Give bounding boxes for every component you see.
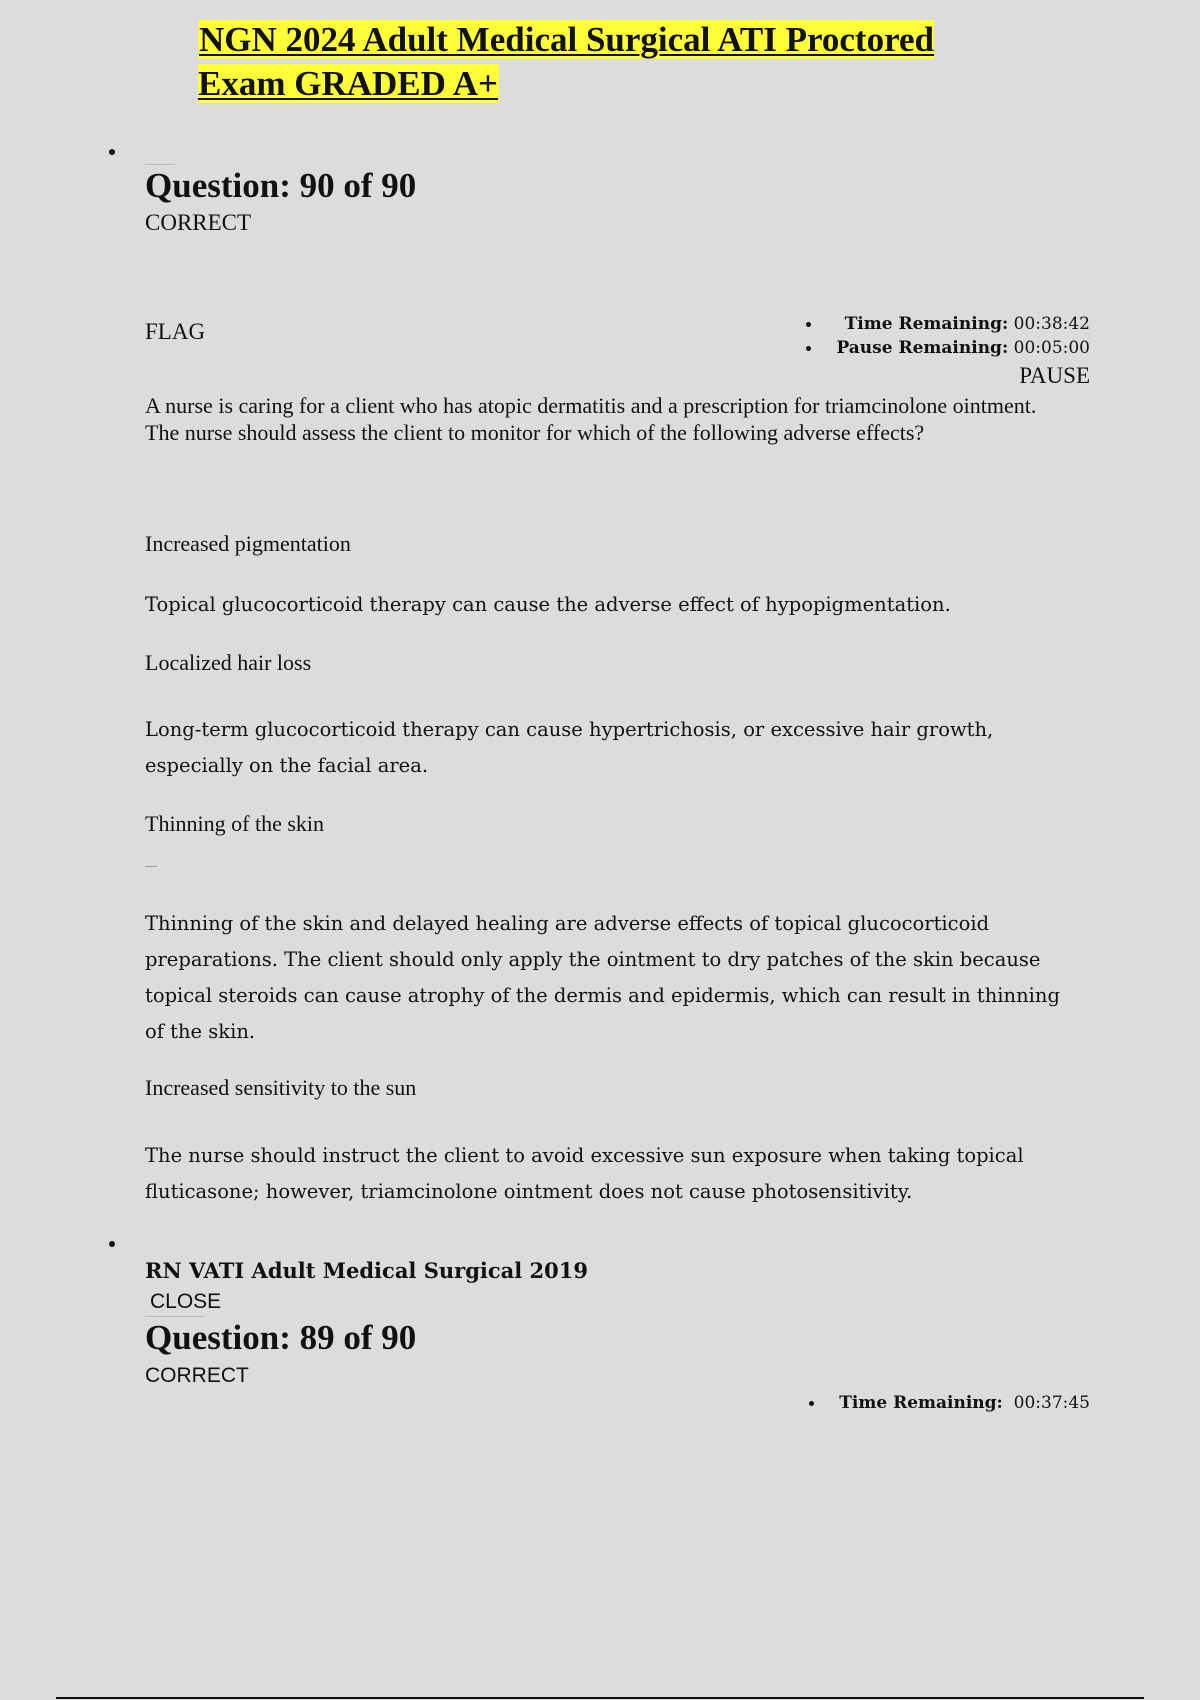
question-stem: A nurse is caring for a client who has atopic dermatitis and a prescription for triamcinolone ointment. The nurse should assess the client to monitor for which of the following adverse effects? [145, 393, 1037, 445]
question-heading: Question: 90 of 90 [145, 166, 417, 205]
divider [145, 164, 175, 165]
question-status: CORRECT [145, 1364, 249, 1387]
divider [145, 1316, 205, 1317]
option-4-rationale: The nurse should instruct the client to avoid excessive sun exposure when taking topical fluticasone; however, triamcinolone ointment does not cause photosensitivity. [145, 1144, 1024, 1203]
course-title: RN VATI Adult Medical Surgical 2019 [145, 1258, 588, 1283]
option-1-rationale: Topical glucocorticoid therapy can cause the adverse effect of hypopigmentation. [145, 593, 951, 616]
option-2-rationale: Long-term glucocorticoid therapy can cause hypertrichosis, or excessive hair growth, especially on the facial area. [145, 718, 994, 777]
close-button[interactable]: CLOSE [150, 1290, 222, 1313]
selected-marker [145, 866, 157, 867]
question-heading: Question: 89 of 90 [145, 1318, 417, 1357]
answer-option-2[interactable]: Localized hair loss [145, 650, 312, 675]
timer-list [836, 312, 1090, 360]
pause-button[interactable]: PAUSE [1019, 363, 1090, 388]
page-bottom-rule [56, 1697, 1144, 1699]
answer-option-4[interactable]: Increased sensitivity to the sun [145, 1075, 417, 1100]
flag-button[interactable]: FLAG [145, 319, 206, 344]
document-title: NGN 2024 Adult Medical Surgical ATI Proctored Exam GRADED A+ [198, 20, 934, 103]
timer-list [839, 1391, 1090, 1415]
question-status: CORRECT [145, 210, 252, 235]
list-bullet [109, 1241, 115, 1247]
time-remaining: Time Remaining: 00:38:42 [836, 312, 1090, 336]
time-remaining: Time Remaining: 00:37:45 [839, 1393, 1090, 1413]
option-3-rationale: Thinning of the skin and delayed healing are adverse effects of topical glucocorticoid preparations. The client should only apply the ointment to dry patches of the skin because topical steroids can cause atrophy of the dermis and epidermis, which can result in thinning of the skin. [145, 912, 1060, 1043]
answer-option-1[interactable]: Increased pigmentation [145, 531, 351, 556]
pause-remaining: Pause Remaining: 00:05:00 [836, 338, 1090, 358]
list-bullet [109, 149, 115, 155]
answer-option-3[interactable]: Thinning of the skin [145, 811, 325, 836]
